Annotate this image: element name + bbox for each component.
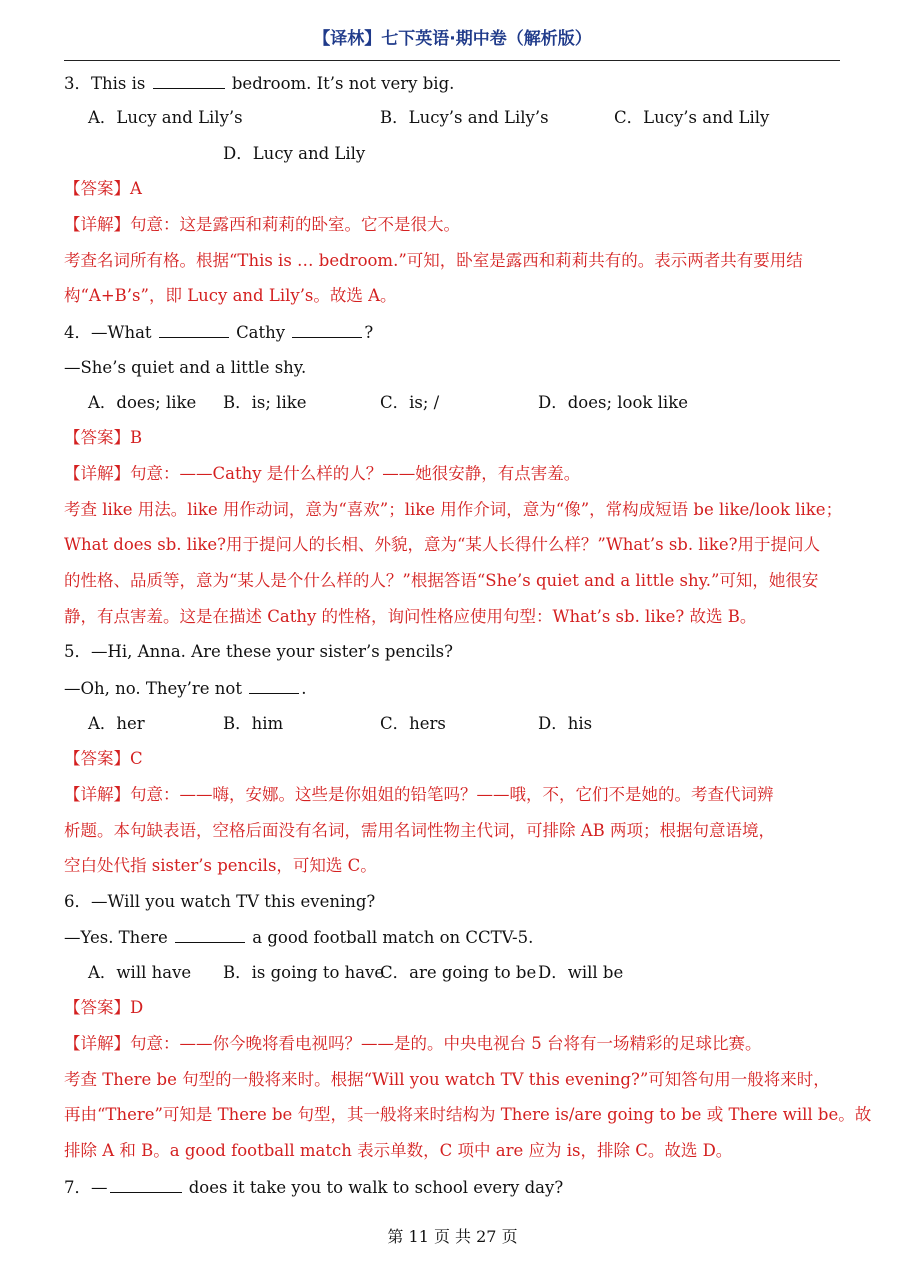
q6-reply-pre: —Yes. There	[64, 928, 168, 947]
q4-option-b: B．is; like	[223, 393, 307, 412]
q5-option-d: D．his	[538, 714, 593, 733]
q6-stem: 6．—Will you watch TV this evening?	[64, 892, 376, 911]
q4-option-d: D．does; look like	[538, 393, 688, 412]
q5-blank	[249, 677, 299, 694]
q4-option-a: A．does; like	[88, 393, 197, 412]
q4-explain-5: 静，有点害羞。这是在描述 Cathy 的性格，询问性格应使用句型：What’s sb. like? 故选 B。	[64, 607, 757, 626]
page-number: 第 11 页 共 27 页	[387, 1227, 518, 1246]
q4-stem	[64, 321, 844, 344]
q7-stem-post: does it take you to walk to school every day?	[188, 1178, 564, 1197]
q4-explain-3: What does sb. like?用于提问人的长相、外貌，意为“某人长得什么样？”What’s sb. like?用于提问人	[64, 535, 821, 554]
q4-explain-1: 【详解】句意：——Cathy 是什么样的人？——她很安静，有点害羞。	[64, 464, 581, 483]
q7-stem-pre: 7．—	[64, 1178, 108, 1197]
q5-reply-post: .	[301, 679, 307, 698]
q6-reply-post: a good football match on CCTV-5.	[252, 928, 534, 947]
q3-stem-pre: 3．This is	[64, 74, 146, 93]
q6-option-b: B．is going to have	[223, 963, 385, 982]
q5-answer: 【答案】C	[64, 749, 143, 768]
q6-explain-4: 排除 A 和 B。a good football match 表示单数，C 项中 are 应为 is，排除 C。故选 D。	[64, 1141, 733, 1160]
q4-answer: 【答案】B	[64, 428, 143, 447]
q3-option-a: A．Lucy and Lily’s	[88, 108, 243, 127]
q5-explain-1: 【详解】句意：——嗨，安娜。这些是你姐姐的铅笔吗？——哦，不，它们不是她的。考查代词辨	[64, 785, 774, 804]
q3-explain-1: 【详解】句意：这是露西和莉莉的卧室。它不是很大。	[64, 215, 460, 234]
q4-explain-2: 考查 like 用法。like 用作动词，意为“喜欢”；like 用作介词，意为“像”，常构成短语 be like/look like；	[64, 500, 843, 519]
q6-option-d: D．will be	[538, 963, 624, 982]
q3-explain-2: 考查名词所有格。根据“This is … bedroom.”可知，卧室是露西和莉莉共有的。表示两者共有要用结	[64, 251, 803, 270]
q4-blank-1	[159, 321, 229, 338]
q7-stem	[64, 1176, 844, 1199]
q3-option-c: C．Lucy’s and Lily	[614, 108, 770, 127]
q4-option-c: C．is; /	[380, 393, 440, 412]
q5-stem: 5．—Hi, Anna. Are these your sister’s pencils?	[64, 642, 453, 661]
q5-explain-2: 析题。本句缺表语，空格后面没有名词，需用名词性物主代词，可排除 AB 两项；根据句意语境，	[64, 821, 776, 840]
q6-option-c: C．are going to be	[380, 963, 537, 982]
q3-explain-3: 构“A+B’s”，即 Lucy and Lily’s。故选 A。	[64, 286, 397, 305]
q5-option-c: C．hers	[380, 714, 446, 733]
q3-option-d: D．Lucy and Lily	[223, 144, 366, 163]
page-header-title: 【译林】七下英语·期中卷（解析版）	[313, 29, 592, 49]
q6-explain-2: 考查 There be 句型的一般将来时。根据“Will you watch TV this evening?”可知答句用一般将来时，	[64, 1070, 830, 1089]
q5-option-a: A．her	[88, 714, 145, 733]
q3-option-b: B．Lucy’s and Lily’s	[380, 108, 549, 127]
q5-explain-3: 空白处代指 sister’s pencils，可知选 C。	[64, 856, 377, 875]
q4-stem-a: 4．—What	[64, 323, 152, 342]
q6-answer: 【答案】D	[64, 998, 144, 1017]
q6-explain-1: 【详解】句意：——你今晚将看电视吗？——是的。中央电视台 5 台将有一场精彩的足球比赛。	[64, 1034, 762, 1053]
q3-answer: 【答案】A	[64, 179, 142, 198]
q3-blank	[153, 72, 225, 89]
q4-stem-b: Cathy	[236, 323, 286, 342]
q5-reply	[64, 677, 844, 700]
header-divider	[64, 60, 840, 61]
q5-option-b: B．him	[223, 714, 284, 733]
q5-reply-pre: —Oh, no. They’re not	[64, 679, 242, 698]
q6-reply	[64, 926, 844, 949]
q7-blank	[110, 1176, 182, 1193]
q6-option-a: A．will have	[88, 963, 192, 982]
q4-stem-c: ?	[364, 323, 374, 342]
q4-explain-4: 的性格、品质等，意为“某人是个什么样的人？”根据答语“She’s quiet and a little shy.”可知，她很安	[64, 571, 819, 590]
q4-blank-2	[292, 321, 362, 338]
q3-stem	[64, 72, 844, 95]
q6-explain-3: 再由“There”可知是 There be 句型，其一般将来时结构为 There is/are going to be 或 There will be。故	[64, 1105, 872, 1124]
q6-blank	[175, 926, 245, 943]
q4-reply: —She’s quiet and a little shy.	[64, 358, 307, 377]
q3-stem-post: bedroom. It’s not very big.	[231, 74, 455, 93]
